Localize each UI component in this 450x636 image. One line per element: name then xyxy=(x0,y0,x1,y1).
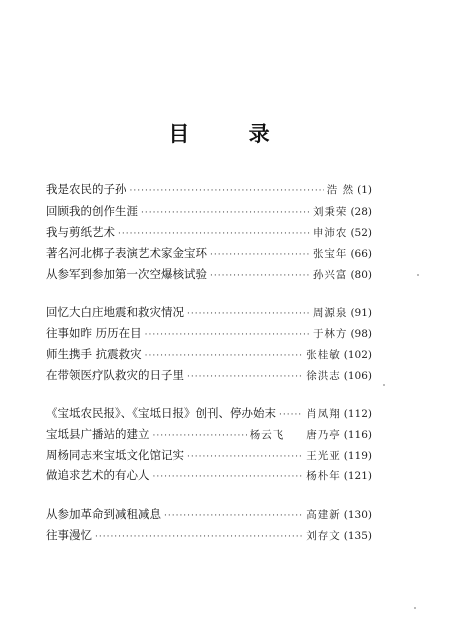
leader-dots xyxy=(130,182,324,200)
entry-title: 回顾我的创作生涯 xyxy=(46,204,138,218)
entry-page: (1) xyxy=(357,184,372,196)
entry-author: 杨朴年 xyxy=(306,470,341,482)
entry-page: (135) xyxy=(343,530,372,542)
entry-page: (91) xyxy=(350,307,372,319)
entry-author: 张桂敏 xyxy=(306,349,341,361)
entry-page: (98) xyxy=(350,328,372,340)
leader-dots xyxy=(145,347,304,365)
entry-title: 往事漫忆 xyxy=(46,528,92,542)
entry-title: 从参加革命到减租减息 xyxy=(46,507,161,521)
leader-dots xyxy=(210,267,310,285)
entry-author: 王光亚 xyxy=(306,450,341,462)
entry-page: (80) xyxy=(350,269,372,281)
entry-title: 我与剪纸艺术 xyxy=(46,225,115,239)
toc-entry[interactable] xyxy=(46,425,372,443)
entry-title: 师生携手 抗震救灾 xyxy=(46,347,142,361)
entry-author: 申沛农 xyxy=(312,227,348,239)
toc-entry[interactable] xyxy=(46,404,372,422)
toc-entry[interactable] xyxy=(46,466,372,484)
entry-page: (112) xyxy=(343,408,372,420)
entry-author: 浩 然 xyxy=(326,184,355,196)
toc-entry[interactable] xyxy=(46,505,372,523)
entry-title: 宝坻县广播站的建立 xyxy=(46,427,150,441)
leader-dots xyxy=(187,368,303,386)
leader-dots xyxy=(210,246,310,264)
entry-author: 高建新 xyxy=(306,509,341,521)
toc-entry[interactable] xyxy=(46,345,372,363)
entry-title: 我是农民的子孙 xyxy=(46,182,127,196)
leader-dots xyxy=(153,468,304,486)
entry-page: (28) xyxy=(350,206,372,218)
entry-author: 于林方 xyxy=(312,328,348,340)
scan-speck xyxy=(414,607,416,609)
entry-author: 唐乃亭 xyxy=(306,429,341,441)
scan-speck xyxy=(383,384,385,386)
entry-author: 孙兴富 xyxy=(312,269,348,281)
leader-dots xyxy=(153,427,247,445)
entry-title: 做追求艺术的有心人 xyxy=(46,468,150,482)
leader-dots xyxy=(279,406,303,424)
toc-entry[interactable] xyxy=(46,180,372,198)
toc-entry[interactable] xyxy=(46,265,372,283)
entry-page: (116) xyxy=(343,429,372,441)
entry-author: 刘秉荣 xyxy=(312,206,348,218)
toc-entry[interactable] xyxy=(46,526,372,544)
entry-title: 回忆大白庄地震和救灾情况 xyxy=(46,305,184,319)
entry-author: 徐洪志 xyxy=(306,370,341,382)
entry-author: 刘存文 xyxy=(306,530,341,542)
toc-entry[interactable] xyxy=(46,303,372,321)
leader-dots xyxy=(187,448,303,466)
entry-title: 著名河北梆子表演艺术家金宝环 xyxy=(46,246,207,260)
page-title: 目 录 xyxy=(168,122,296,146)
toc-entry[interactable] xyxy=(46,366,372,384)
toc-entry[interactable] xyxy=(46,446,372,464)
entry-title: 周杨同志来宝坻文化馆记实 xyxy=(46,448,184,462)
leader-dots xyxy=(187,305,310,323)
toc-entry[interactable] xyxy=(46,324,372,342)
entry-page: (52) xyxy=(350,227,372,239)
entry-page: (119) xyxy=(343,450,372,462)
leader-dots xyxy=(141,204,310,222)
entry-title: 从参军到参加第一次空爆核试验 xyxy=(46,267,207,281)
entry-coauthor: 杨云飞 xyxy=(249,429,285,441)
entry-page: (130) xyxy=(343,509,372,521)
entry-author: 周源泉 xyxy=(312,307,348,319)
toc-entry[interactable] xyxy=(46,202,372,220)
entry-page: (66) xyxy=(350,248,372,260)
entry-page: (121) xyxy=(343,470,372,482)
entry-title: 往事如昨 历历在目 xyxy=(46,326,142,340)
entry-title: 《宝坻农民报》、《宝坻日报》创刊、停办始末 xyxy=(46,406,276,420)
entry-author: 肖凤翔 xyxy=(306,408,341,420)
leader-dots xyxy=(95,528,303,546)
toc-entry[interactable] xyxy=(46,244,372,262)
leader-dots xyxy=(118,225,310,243)
entry-page: (102) xyxy=(343,349,372,361)
entry-title: 在带领医疗队救灾的日子里 xyxy=(46,368,184,382)
entry-author: 张宝年 xyxy=(312,248,348,260)
leader-dots xyxy=(164,507,303,525)
scan-speck xyxy=(417,274,419,276)
entry-page: (106) xyxy=(343,370,372,382)
leader-dots xyxy=(145,326,310,344)
toc-entry[interactable] xyxy=(46,223,372,241)
